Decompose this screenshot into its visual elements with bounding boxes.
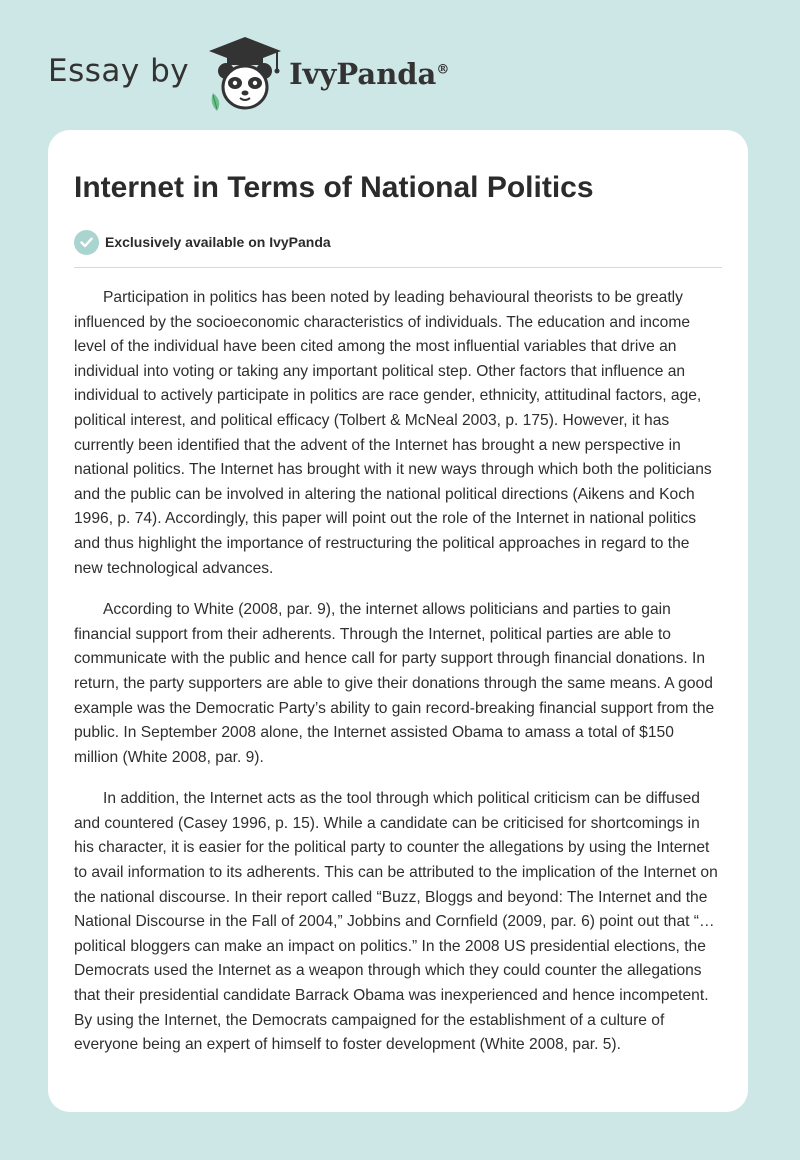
divider <box>74 267 722 268</box>
essay-body <box>74 286 722 1058</box>
brand-name[interactable]: IvyPanda® <box>289 57 450 91</box>
exclusive-badge <box>74 229 722 255</box>
paragraph: According to White (2008, par. 9), the internet allows politicians and parties to gain financial support from their adherents. Through the Internet, political parties are able to communicate with the public and hence call for party support through financial donations. In return, the party supporters are able to give their donations through the same means. A good example was the Democratic Party’s ability to gain record-breaking financial support from the public. In September 2008 alone, the Internet assisted Obama to amass a total of $150 million (White 2008, par. 9). <box>74 601 715 766</box>
paragraph: Participation in politics has been noted by leading behavioural theorists to be greatly influenced by the socioeconomic characteristics of individuals. The education and income level of the individual have been cited among the most influential variables that drive an individual into voting or taking any important political step. Other factors that influence an individual to actively participate in politics are race gender, ethnicity, attitudinal factors, age, political interest, and political efficacy (Tolbert & McNeal 2003, p. 175). However, it has currently been identified that the advent of the Internet has brought a new perspective in national politics. The Internet has brought with it new ways through which both the politicians and the public can be involved in altering the national political directions (Aikens and Koch 1996, p. 74). Accordingly, this paper will point out the role of the Internet in national politics and thus highlight the importance of restructuring the political approaches in regard to the new technological advances. <box>74 289 712 577</box>
essay-card <box>48 130 748 1112</box>
panda-graduate-icon[interactable] <box>203 31 287 115</box>
paragraph: In addition, the Internet acts as the tool through which political criticism can be diffused and countered (Casey 1996, p. 15). While a candidate can be criticised for shortcomings in his character, it is easier for the political party to counter the allegations by using the Internet to avail information to its adherents. This can be attributed to the implication of the Internet on the national discourse. In their report called “Buzz, Bloggs and beyond: The Internet and the National Discourse in the Fall of 2004,” Jobbins and Cornfield (2009, par. 6) point out that “…political bloggers can make an impact on politics.” In the 2008 US presidential elections, the Democrats used the Internet as a weapon through which they could counter the allegations that their presidential candidate Barrack Obama was inexperienced and hence incompetent. By using the Internet, the Democrats campaigned for the establishment of a culture of everyone being an expert of himself to foster development (White 2008, par. 5). <box>74 790 718 1054</box>
essay-by-label: Essay by <box>48 53 190 89</box>
site-header <box>48 30 449 116</box>
page-title: Internet in Terms of National Politics <box>74 171 594 204</box>
badge-label: Exclusively available on IvyPanda <box>105 234 331 250</box>
check-circle-icon <box>74 230 99 255</box>
